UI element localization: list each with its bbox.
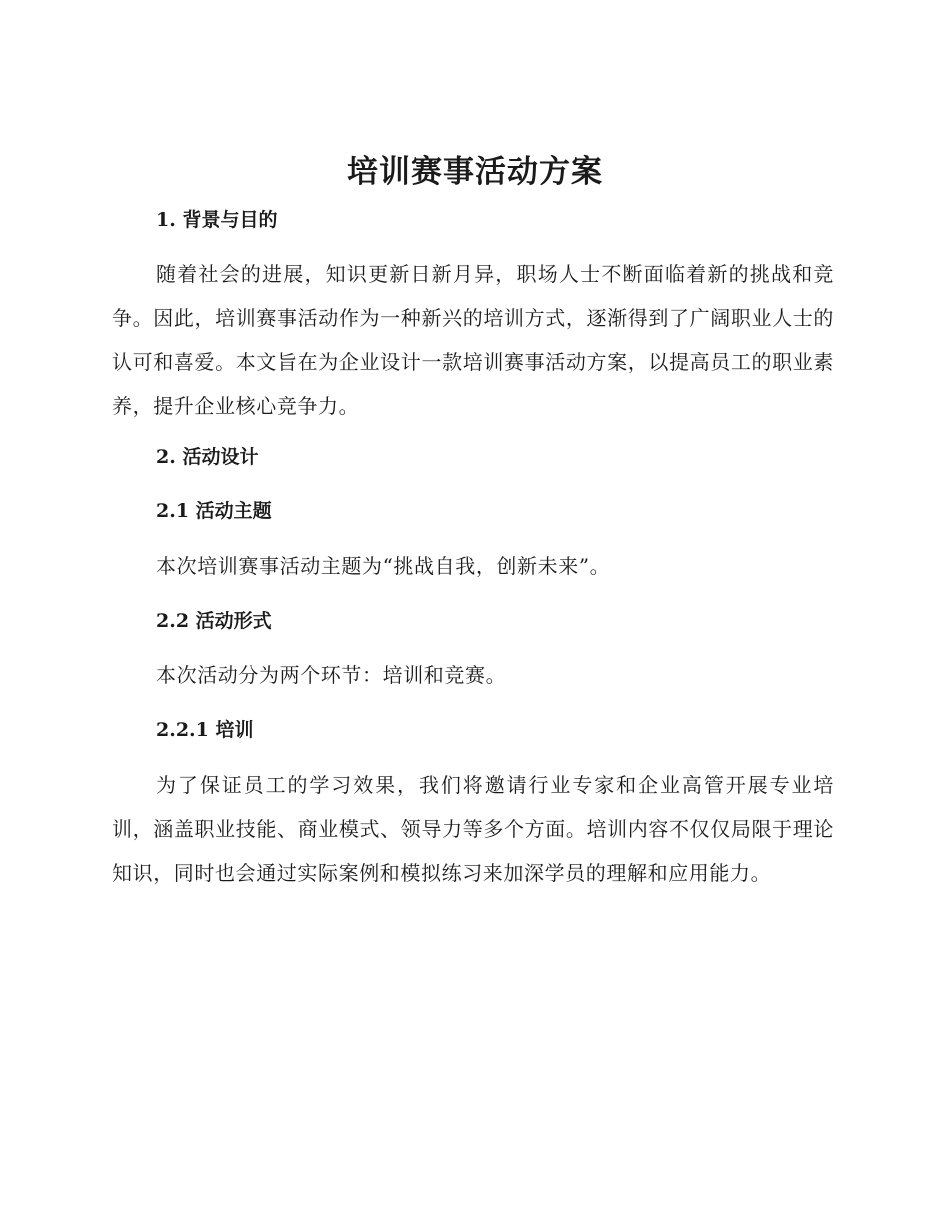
section-heading-background: 1. 背景与目的	[156, 209, 278, 231]
section-heading-activity-theme: 2.1 活动主题	[156, 500, 272, 522]
section-heading-activity-design: 2. 活动设计	[156, 446, 259, 468]
section-body-activity-format: 本次活动分为两个环节：培训和竞赛。	[156, 663, 507, 687]
section-heading-activity-format: 2.2 活动形式	[156, 610, 272, 632]
section-body-activity-theme: 本次培训赛事活动主题为“挑战自我，创新未来”。	[156, 554, 611, 578]
section-body-background: 随着社会的进展，知识更新日新月异，职场人士不断面临着新的挑战和竞争。因此，培训赛事活动作为一种新兴的培训方式，逐渐得到了广阔职业人士的认可和喜爱。本文旨在为企业设计一款培训赛事活动方案，以提高员工的职业素养，提升企业核心竞争力。	[112, 262, 834, 418]
section-body-training: 为了保证员工的学习效果，我们将邀请行业专家和企业高管开展专业培训，涵盖职业技能、商业模式、领导力等多个方面。培训内容不仅仅局限于理论知识，同时也会通过实际案例和模拟练习来加深学员的理解和应用能力。	[112, 773, 834, 885]
section-heading-training: 2.2.1 培训	[156, 719, 254, 741]
document-title: 培训赛事活动方案	[347, 154, 603, 190]
